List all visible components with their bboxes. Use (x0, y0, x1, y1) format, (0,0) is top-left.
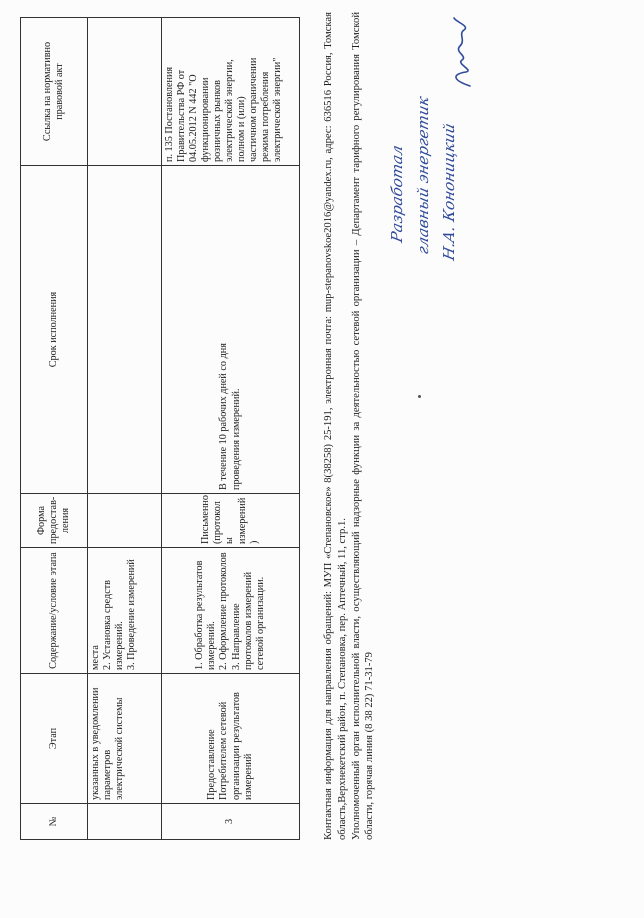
reference-line: п. 135 Постановления (164, 66, 175, 162)
cell-form (162, 494, 300, 548)
content-line: измерений. (114, 621, 126, 670)
reference-line: режима потребления (260, 71, 272, 162)
reference-line: электрической энергии" (272, 57, 284, 162)
cell-reference (162, 18, 300, 166)
form-line: (протокол (212, 501, 224, 544)
stage-line: организации результатов (230, 692, 242, 800)
deadline-line: В течение 10 рабочих дней со дня (218, 343, 230, 490)
cell-deadline (88, 166, 162, 494)
contact-info (322, 12, 377, 840)
cell-num: 3 (162, 804, 300, 840)
cell-reference (88, 18, 162, 166)
content-line: места (90, 645, 101, 670)
header-content: Содержание/условие этапа (21, 548, 88, 674)
procedure-table (20, 17, 300, 840)
form-line: измерений (236, 497, 248, 544)
reference-line: полном и (или) (236, 96, 248, 162)
cell-form (88, 494, 162, 548)
deadline-line: проведения измерений. (230, 388, 242, 490)
header-form: Форма предостав-ления (21, 494, 88, 548)
signature-position: главный энергетик (414, 94, 432, 256)
stage-line: электрической системы (114, 697, 126, 800)
stage-line: Предоставление (206, 729, 218, 800)
ink-dot (418, 395, 421, 398)
reference-line: электрической энергии, (224, 59, 236, 162)
cell-num (88, 804, 162, 840)
content-line: протоколов измерений (242, 571, 254, 670)
reference-line: Правительства РФ от (176, 69, 188, 162)
table-header-row (21, 18, 88, 840)
table-row (88, 18, 162, 840)
stage-line: Потребителем сетевой (218, 701, 230, 800)
cell-deadline (162, 166, 300, 494)
form-line: ) (248, 540, 260, 544)
content-line: 2. Установка средств (102, 580, 114, 670)
cell-stage (162, 674, 300, 804)
content-line: сетевой организации. (254, 576, 266, 670)
stage-line: измерений (242, 753, 254, 800)
header-reference: Ссылка на нормативно правовой акт (21, 18, 88, 166)
reference-line: 04.05.2012 N 442 "О (188, 74, 200, 162)
content-line: 3. Проведение измерений (126, 559, 138, 670)
reference-line: розничных рынков (212, 80, 224, 162)
handwritten-signature-mark (448, 16, 476, 90)
reference-line: частичном ограничении (248, 57, 260, 162)
cell-content (162, 548, 300, 674)
content-line: 1. Обработка результатов (194, 560, 206, 670)
form-line: Письменно (200, 495, 212, 544)
cell-stage (88, 674, 162, 804)
reference-line: функционировании (200, 77, 212, 162)
stage-line: параметров (102, 749, 114, 800)
content-line: измерений. (206, 621, 218, 670)
cell-content (88, 548, 162, 674)
header-num: № (21, 804, 88, 840)
content-line: 2. Оформление протоколов (218, 552, 230, 670)
header-stage: Этап (21, 674, 88, 804)
content-line: 3. Направление (230, 603, 242, 670)
signature-name: Н.А. Кононицкий (440, 121, 458, 262)
stage-line: указанных в уведомлении (90, 687, 101, 800)
form-line: ы (224, 537, 236, 544)
header-deadline: Срок исполнения (21, 166, 88, 494)
table-row (162, 18, 300, 840)
authority-paragraph: Уполномоченный орган исполнительной власти, осуществляющий надзорные функции за деятельностью сетевой организации – Департамент тарифного регулирования Томской области, горячая линия (8 38 22) 71-31-79 (350, 12, 376, 840)
signature-role: Разработал (388, 143, 406, 244)
contact-paragraph: Контактная информация для направления обращений: МУП «Степановское» 8(38258) 25-191, электронная почта: mup-stepanovskoe2016@yandex.ru, адрес: 636516 Россия, Томская область,Верхнекетский район, п. Степановка, пер. Аптечный, 11, стр.1. (323, 12, 348, 840)
